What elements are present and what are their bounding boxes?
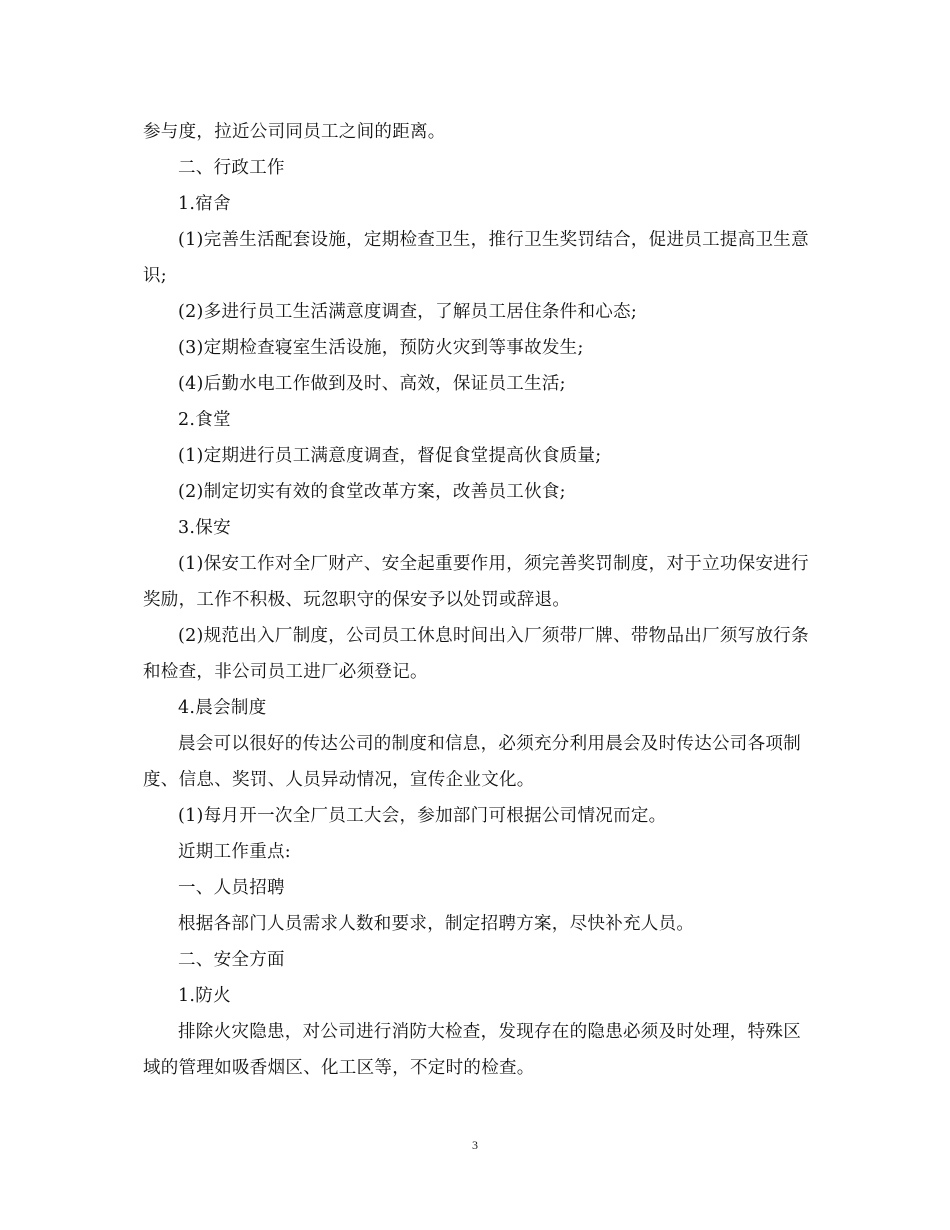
paragraph-recruitment: 根据各部门人员需求人数和要求，制定招聘方案，尽快补充人员。 bbox=[178, 914, 695, 934]
section-heading-safety: 二、安全方面 bbox=[178, 950, 285, 970]
list-item-security-1: (1)保安工作对全厂财产、安全起重要作用，须完善奖罚制度，对于立功保安进行奖励，工作不积极、玩忽职守的保安予以处罚或辞退。 bbox=[143, 554, 809, 610]
list-item-meeting-1: (1)每月开一次全厂员工大会，参加部门可根据公司情况而定。 bbox=[178, 806, 667, 826]
list-item-dorm-4: (4)后勤水电工作做到及时、高效，保证员工生活; bbox=[178, 374, 566, 394]
paragraph-fire-prevention: 排除火灾隐患，对公司进行消防大检查，发现存在的隐患必须及时处理，特殊区域的管理如吸香烟区、化工区等，不定时的检查。 bbox=[143, 1022, 801, 1078]
paragraph-morning-meeting: 晨会可以很好的传达公司的制度和信息，必须充分利用晨会及时传达公司各项制度、信息、奖罚、人员异动情况，宣传企业文化。 bbox=[143, 734, 801, 790]
list-item-canteen-2: (2)制定切实有效的食堂改革方案，改善员工伙食; bbox=[178, 482, 566, 502]
subheading-canteen: 2.食堂 bbox=[178, 410, 231, 430]
list-item-dorm-2: (2)多进行员工生活满意度调查，了解员工居住条件和心态; bbox=[178, 302, 638, 322]
section-heading-recruitment: 一、人员招聘 bbox=[178, 878, 285, 898]
list-item-security-2: (2)规范出入厂制度，公司员工休息时间出入厂须带厂牌、带物品出厂须写放行条和检查，非公司员工进厂必须登记。 bbox=[143, 626, 809, 682]
subheading-morning-meeting: 4.晨会制度 bbox=[178, 698, 267, 718]
paragraph-continuation: 参与度，拉近公司同员工之间的距离。 bbox=[143, 122, 446, 142]
list-item-canteen-1: (1)定期进行员工满意度调查，督促食堂提高伙食质量; bbox=[178, 446, 602, 466]
heading-recent-focus: 近期工作重点: bbox=[178, 842, 291, 862]
subheading-fire-prevention: 1.防火 bbox=[178, 986, 231, 1006]
page-number: 3 bbox=[472, 1138, 478, 1152]
section-heading-admin: 二、行政工作 bbox=[178, 158, 285, 178]
subheading-security: 3.保安 bbox=[178, 518, 231, 538]
list-item-dorm-3: (3)定期检查寝室生活设施，预防火灾到等事故发生; bbox=[178, 338, 584, 358]
list-item-dorm-1: (1)完善生活配套设施，定期检查卫生，推行卫生奖罚结合，促进员工提高卫生意识; bbox=[143, 230, 809, 286]
subheading-dormitory: 1.宿舍 bbox=[178, 194, 231, 214]
